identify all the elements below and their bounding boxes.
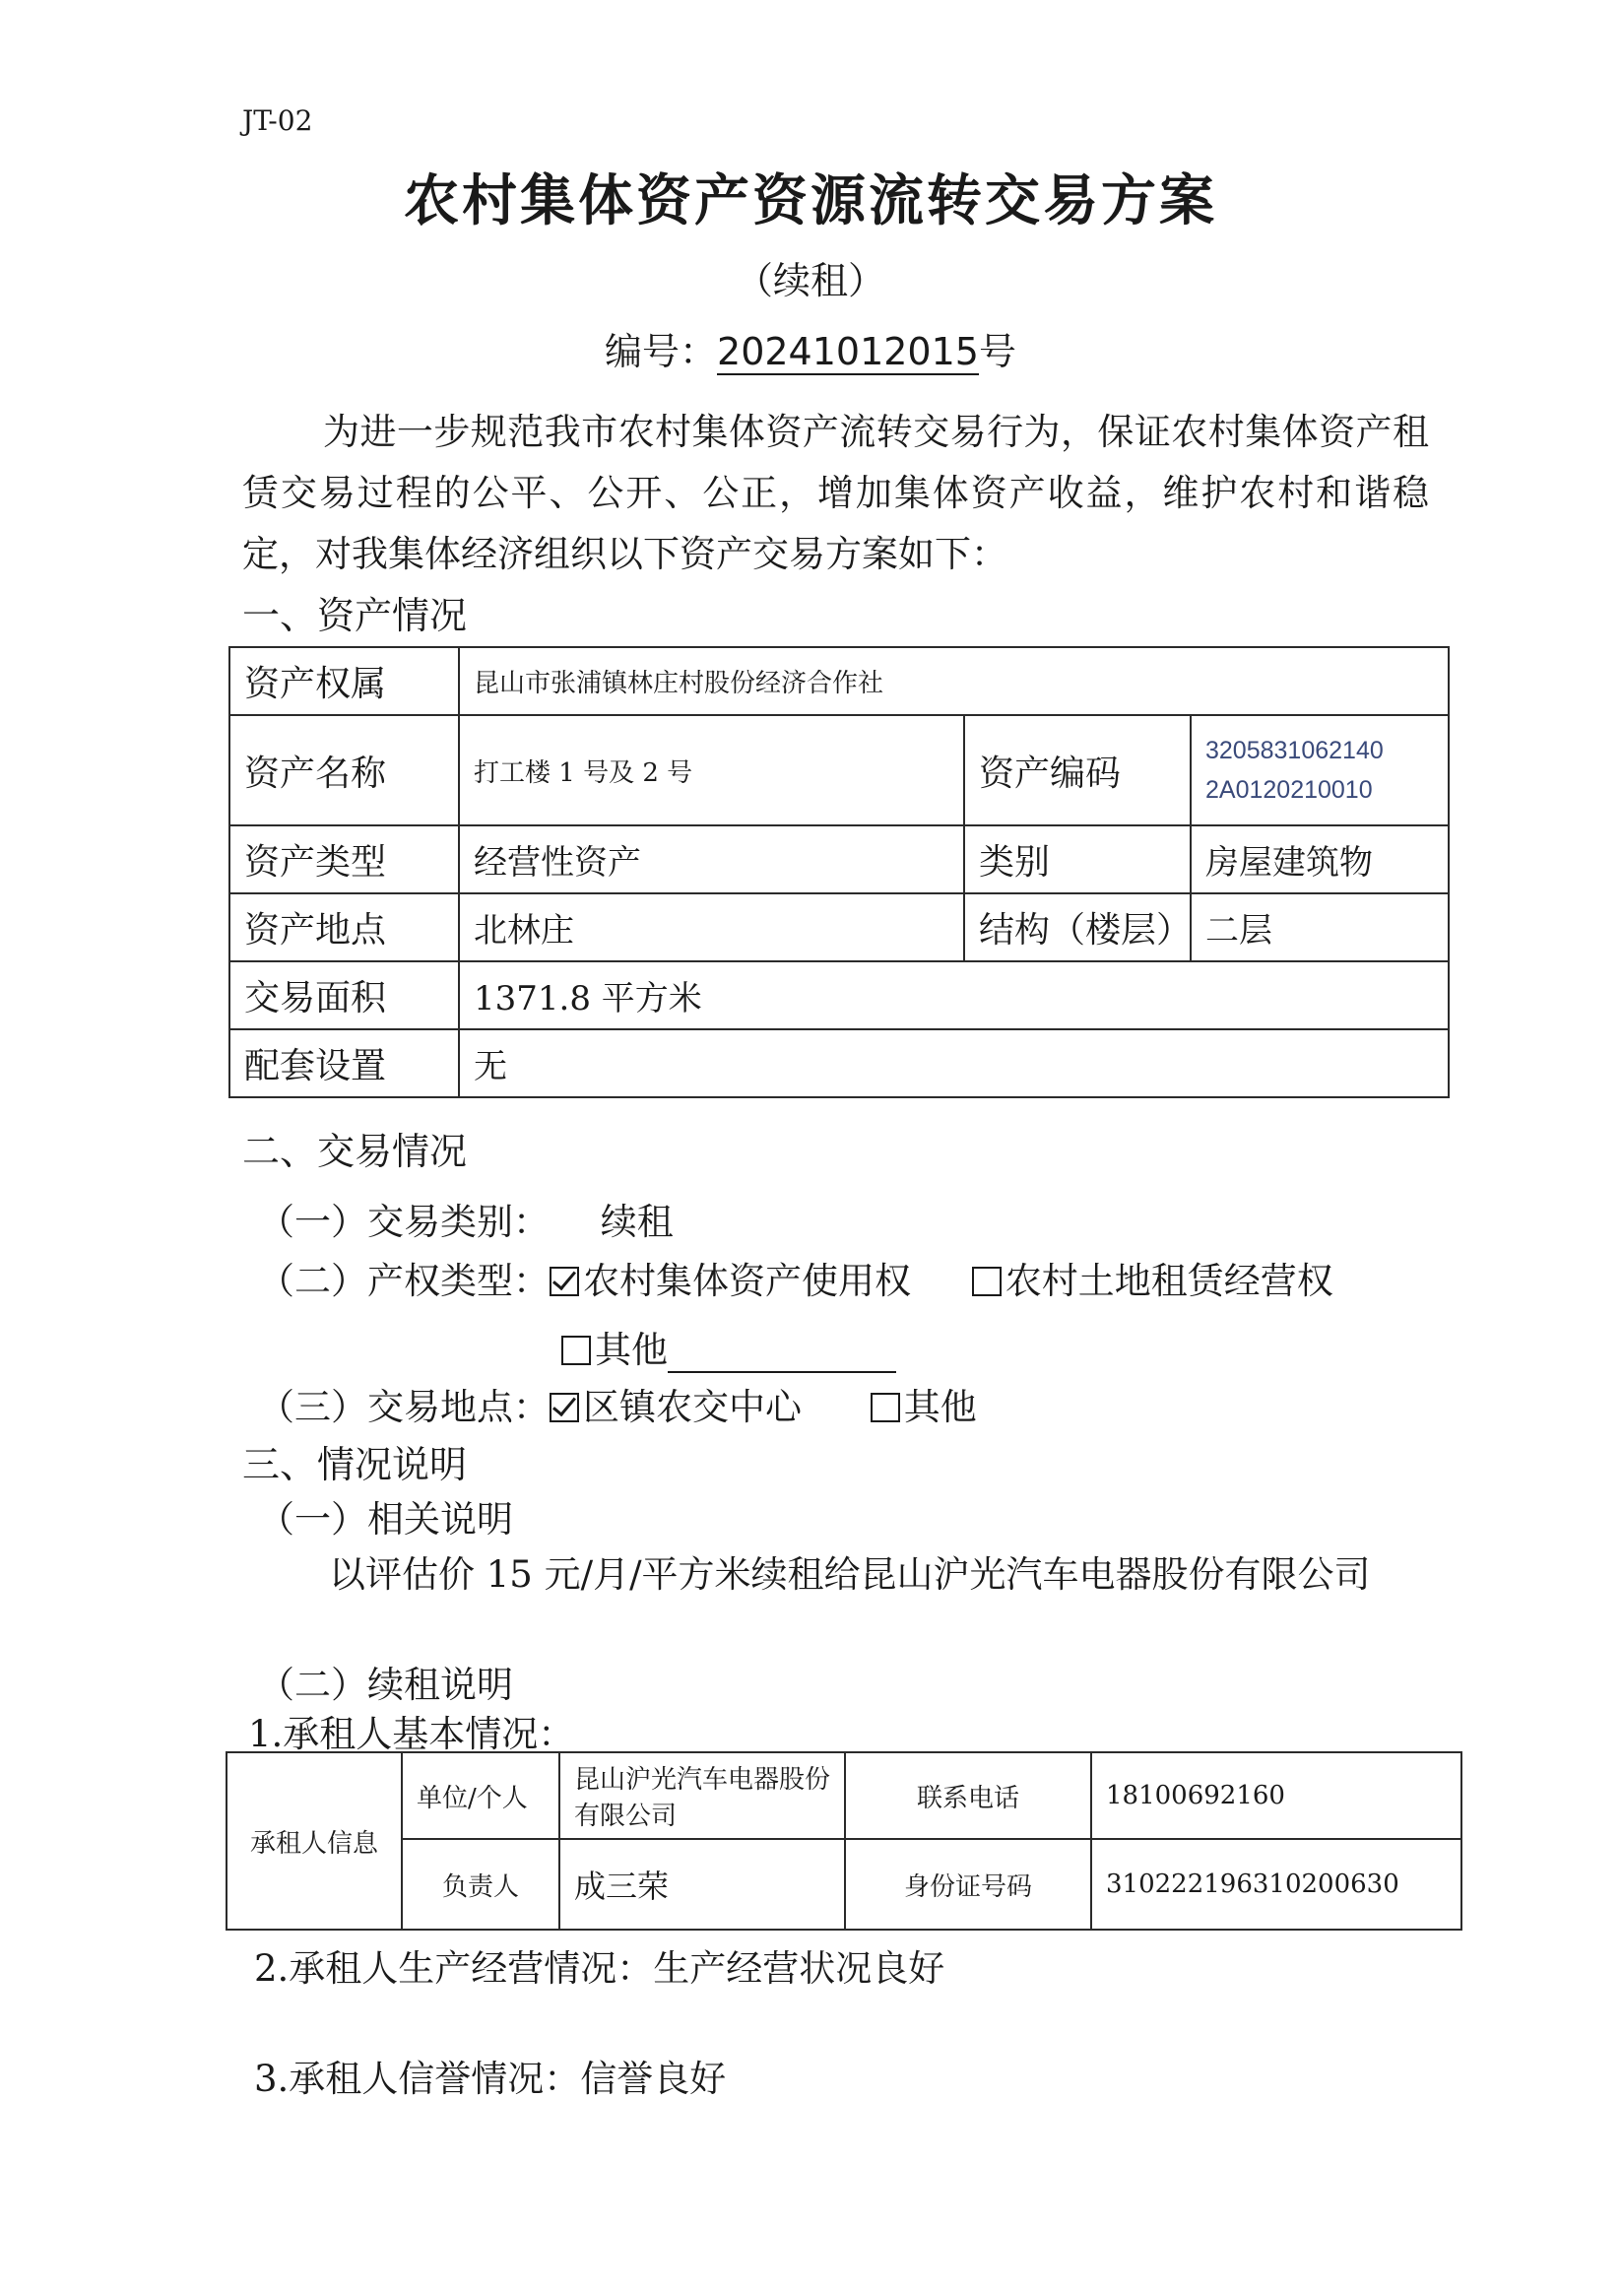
tenant-unit-label: 单位/个人 [402,1752,559,1839]
tenant-person-value: 成三荣 [559,1839,845,1930]
category-label: 类别 [964,825,1191,893]
table-row [227,1839,1461,1930]
section-asset-heading: 一、资产情况 [242,594,468,637]
location-label: 资产地点 [229,893,459,961]
transaction-place [258,1377,977,1430]
structure-label: 结构（楼层） [964,893,1191,961]
property-right-type [258,1251,1333,1304]
property-right-other [561,1320,896,1373]
transaction-category-label: （一）交易类别： [258,1201,550,1243]
tenant-phone-label: 联系电话 [845,1752,1091,1839]
tenant-table [226,1751,1462,1931]
table-row [229,825,1449,893]
transaction-category [258,1192,674,1245]
document-number [0,321,1621,375]
asset-code-line2: 2A0120210010 [1205,776,1373,804]
option-right-other: 其他 [595,1329,668,1371]
table-row [229,715,1449,825]
transaction-category-value: 续租 [600,1201,674,1243]
table-row [229,893,1449,961]
option-place-other: 其他 [903,1386,977,1428]
area-label: 交易面积 [229,961,459,1029]
option-collective-use-right: 农村集体资产使用权 [583,1260,911,1302]
checkbox-collective-use-right[interactable] [550,1267,579,1296]
table-row [229,1029,1449,1097]
location-value: 北林庄 [459,893,964,961]
number-value: 20241012015 [717,330,979,373]
checkbox-right-other[interactable] [561,1336,591,1365]
tenant-operation-status: 2.承租人生产经营情况：生产经营状况良好 [254,1947,945,1990]
tenant-id-label: 身份证号码 [845,1839,1091,1930]
tenant-id-value: 310222196310200630 [1091,1839,1461,1930]
section-explanation-heading: 三、情况说明 [242,1443,468,1486]
property-right-label: （二）产权类型： [258,1260,550,1302]
tenant-basic-info-heading: 1.承租人基本情况： [248,1713,575,1755]
section-transaction-heading: 二、交易情况 [242,1130,468,1173]
asset-name-value: 打工楼 1 号及 2 号 [459,715,964,825]
ownership-label: 资产权属 [229,647,459,715]
asset-code-label: 资产编码 [964,715,1191,825]
checkbox-land-lease-right[interactable] [972,1267,1002,1296]
category-value: 房屋建筑物 [1191,825,1449,893]
asset-type-label: 资产类型 [229,825,459,893]
asset-code-value [1191,715,1449,825]
tenant-unit-value: 昆山沪光汽车电器股份有限公司 [559,1752,845,1839]
asset-table [228,646,1450,1098]
page-title: 农村集体资产资源流转交易方案 [404,169,1217,233]
related-explanation-text: 以评估价 15 元/月/平方米续租给昆山沪光汽车电器股份有限公司 [329,1553,1371,1596]
structure-value: 二层 [1191,893,1449,961]
tenant-phone-value: 18100692160 [1091,1752,1461,1839]
asset-code-line1: 3205831062140 [1205,737,1384,764]
facilities-value: 无 [459,1029,1449,1097]
option-town-center: 区镇农交中心 [583,1386,802,1428]
right-other-blank[interactable] [668,1342,896,1373]
number-suffix: 号 [978,330,1016,373]
facilities-label: 配套设置 [229,1029,459,1097]
ownership-value: 昆山市张浦镇林庄村股份经济合作社 [459,647,1449,715]
table-row [229,647,1449,715]
checkbox-town-center[interactable] [550,1393,579,1422]
tenant-info-label: 承租人信息 [227,1752,402,1930]
renewal-explanation-heading: （二）续租说明 [258,1664,513,1706]
tenant-credit-status: 3.承租人信誉情况：信誉良好 [254,2058,727,2100]
transaction-place-label: （三）交易地点： [258,1386,550,1428]
page-subtitle: （续租） [735,259,885,302]
table-row [229,961,1449,1029]
related-explanation-heading: （一）相关说明 [258,1498,513,1541]
checkbox-place-other[interactable] [871,1393,900,1422]
asset-type-value: 经营性资产 [459,825,964,893]
intro-paragraph: 为进一步规范我市农村集体资产流转交易行为，保证农村集体资产租赁交易过程的公平、公开、公正，增加集体资产收益，维护农村和谐稳定，对我集体经济组织以下资产交易方案如下： [242,411,1429,575]
option-land-lease-right: 农村土地租赁经营权 [1005,1260,1333,1302]
area-value: 1371.8 平方米 [459,961,1449,1029]
tenant-person-label: 负责人 [402,1839,559,1930]
asset-name-label: 资产名称 [229,715,459,825]
number-label: 编号： [605,330,718,373]
table-row [227,1752,1461,1839]
document-code: JT-02 [242,104,313,137]
